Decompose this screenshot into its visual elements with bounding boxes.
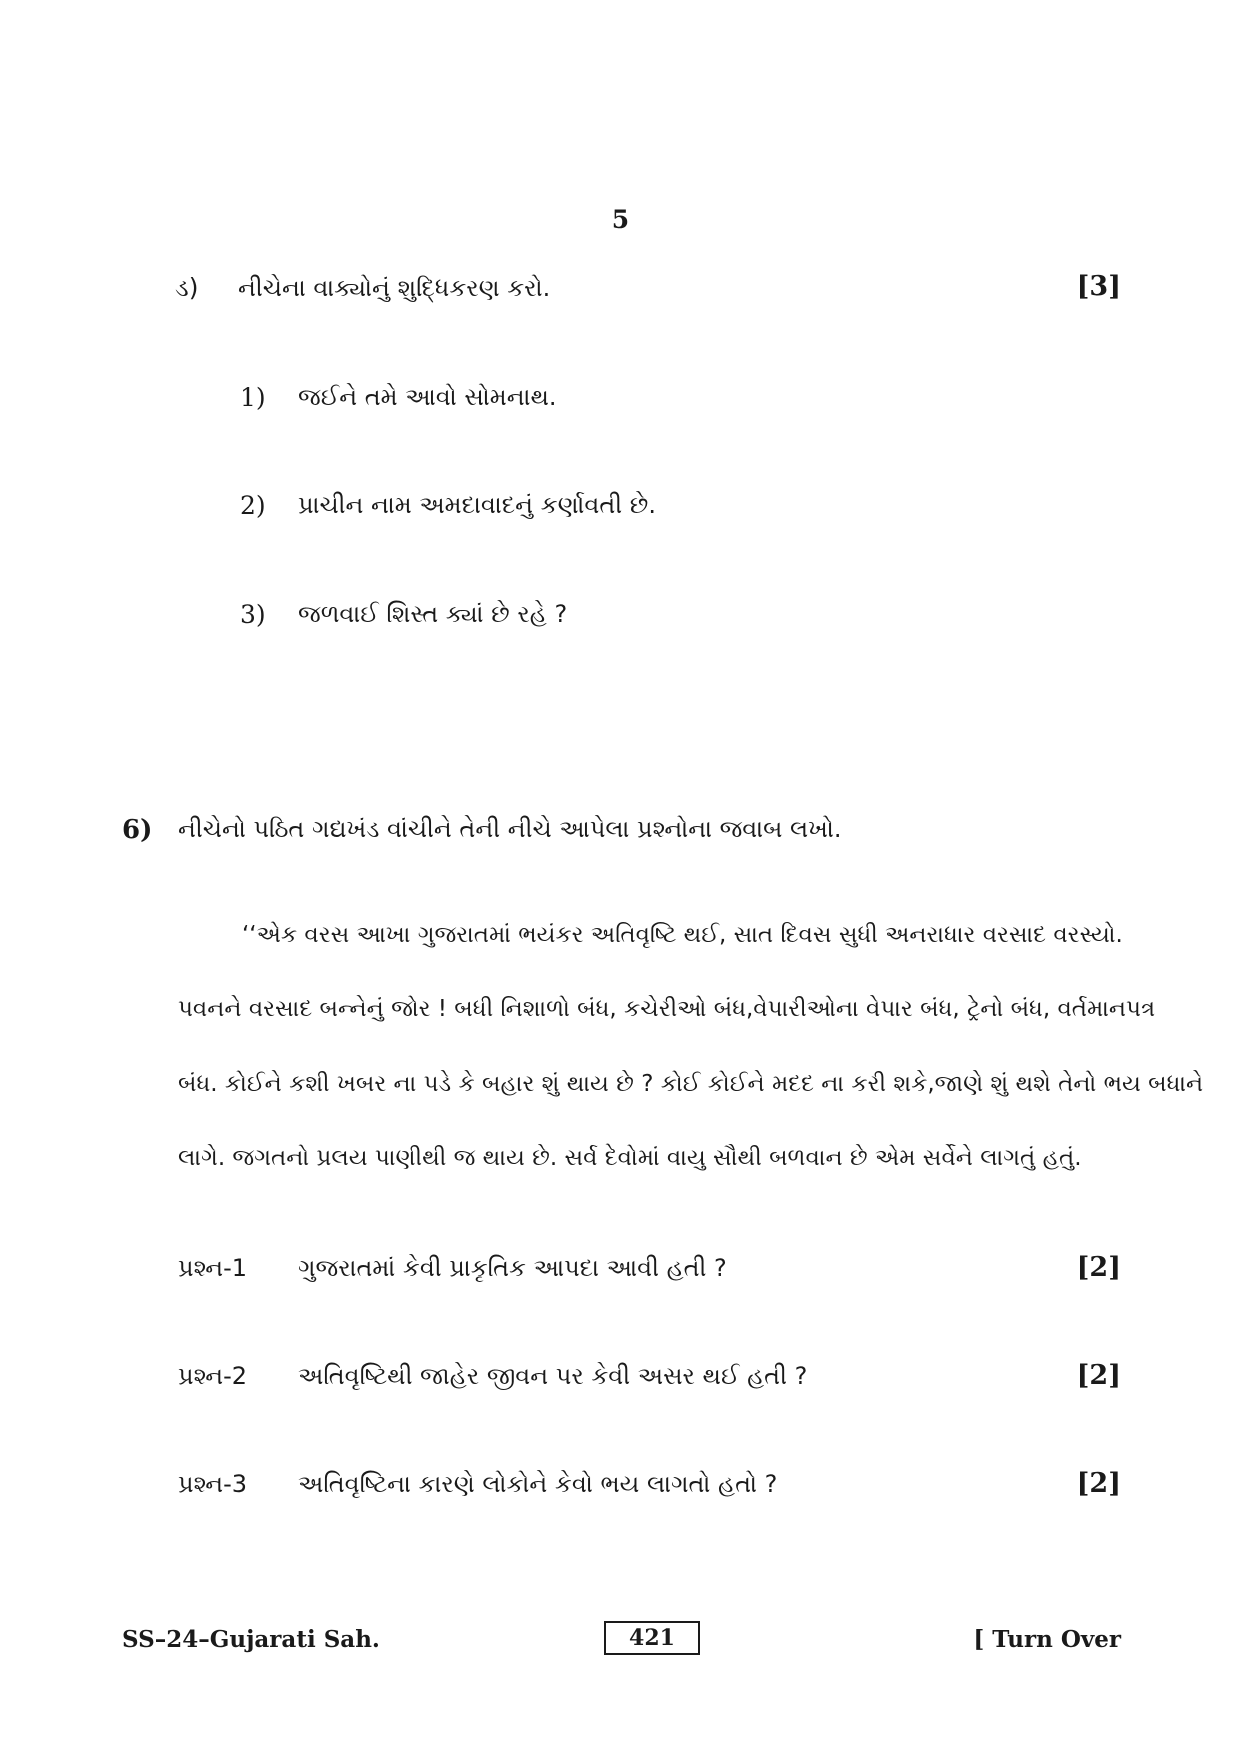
question-d-label: ડ) — [175, 273, 199, 302]
sub-question-2-marks: [2] — [1076, 1360, 1121, 1391]
sub-question-2-label: પ્રશ્ન-2 — [178, 1362, 248, 1390]
page-serial-box: 421 — [604, 1621, 700, 1655]
sub-question-3-marks: [2] — [1076, 1468, 1121, 1499]
question-6-text: નીચેનો પઠિત ગદ્યખંડ વાંચીને તેની નીચે આપેલા પ્રશ્નોના જવાબ લખો. — [178, 815, 842, 843]
question-d-text: નીચેના વાક્યોનું શુદ્ધિકરણ કરો. — [238, 274, 551, 302]
passage-line-4: લાગે. જગતનો પ્રલય પાણીથી જ થાય છે. સર્વ દેવોમાં વાયુ સૌથી બળવાન છે એમ સર્વેને લાગતું હતું. — [178, 1145, 1082, 1171]
sentence-1-text: જઈને તમે આવો સોમનાથ. — [298, 383, 557, 411]
sub-question-1-marks: [2] — [1076, 1252, 1121, 1283]
sentence-3-number: 3) — [240, 600, 266, 629]
passage-line-2: પવનને વરસાદ બન્નેનું જોર ! બધી નિશાળો બંધ, કચેરીઓ બંધ,વેપારીઓના વેપાર બંધ, ટ્રેનો બંધ, વર્તમાનપત્ર — [178, 996, 1156, 1022]
sentence-2-number: 2) — [240, 491, 266, 520]
sentence-2-text: પ્રાચીન નામ અમદાવાદનું કર્ણાવતી છે. — [298, 491, 656, 519]
page-number: 5 — [611, 205, 630, 234]
question-d-marks: [3] — [1076, 271, 1121, 302]
sentence-1-number: 1) — [240, 383, 266, 412]
turn-over-label: [ Turn Over — [973, 1626, 1121, 1653]
question-6-label: 6) — [122, 815, 153, 845]
sub-question-1-text: ગુજરાતમાં કેવી પ્રાકૃતિક આપદા આવી હતી ? — [298, 1254, 727, 1282]
passage-line-1: ‘‘એક વરસ આખા ગુજરાતમાં ભયંકર અતિવૃષ્ટિ થઈ, સાત દિવસ સુધી અનરાધાર વરસાદ વરસ્યો. — [242, 922, 1123, 948]
sub-question-1-label: પ્રશ્ન-1 — [178, 1254, 248, 1282]
sub-question-3-label: પ્રશ્ન-3 — [178, 1470, 248, 1498]
paper-code: SS–24–Gujarati Sah. — [122, 1626, 380, 1653]
sentence-3-text: જળવાઈ શિસ્ત ક્યાં છે રહે ? — [298, 600, 568, 628]
sub-question-2-text: અતિવૃષ્ટિથી જાહેર જીવન પર કેવી અસર થઈ હતી ? — [298, 1362, 808, 1390]
sub-question-3-text: અતિવૃષ્ટિના કારણે લોકોને કેવો ભય લાગતો હતો ? — [298, 1470, 778, 1498]
passage-line-3: બંધ. કોઈને કશી ખબર ના પડે કે બહાર શું થાય છે ? કોઈ કોઈને મદદ ના કરી શકે,જાણે શું થશે તેનો ભય બધાને — [178, 1071, 1204, 1097]
